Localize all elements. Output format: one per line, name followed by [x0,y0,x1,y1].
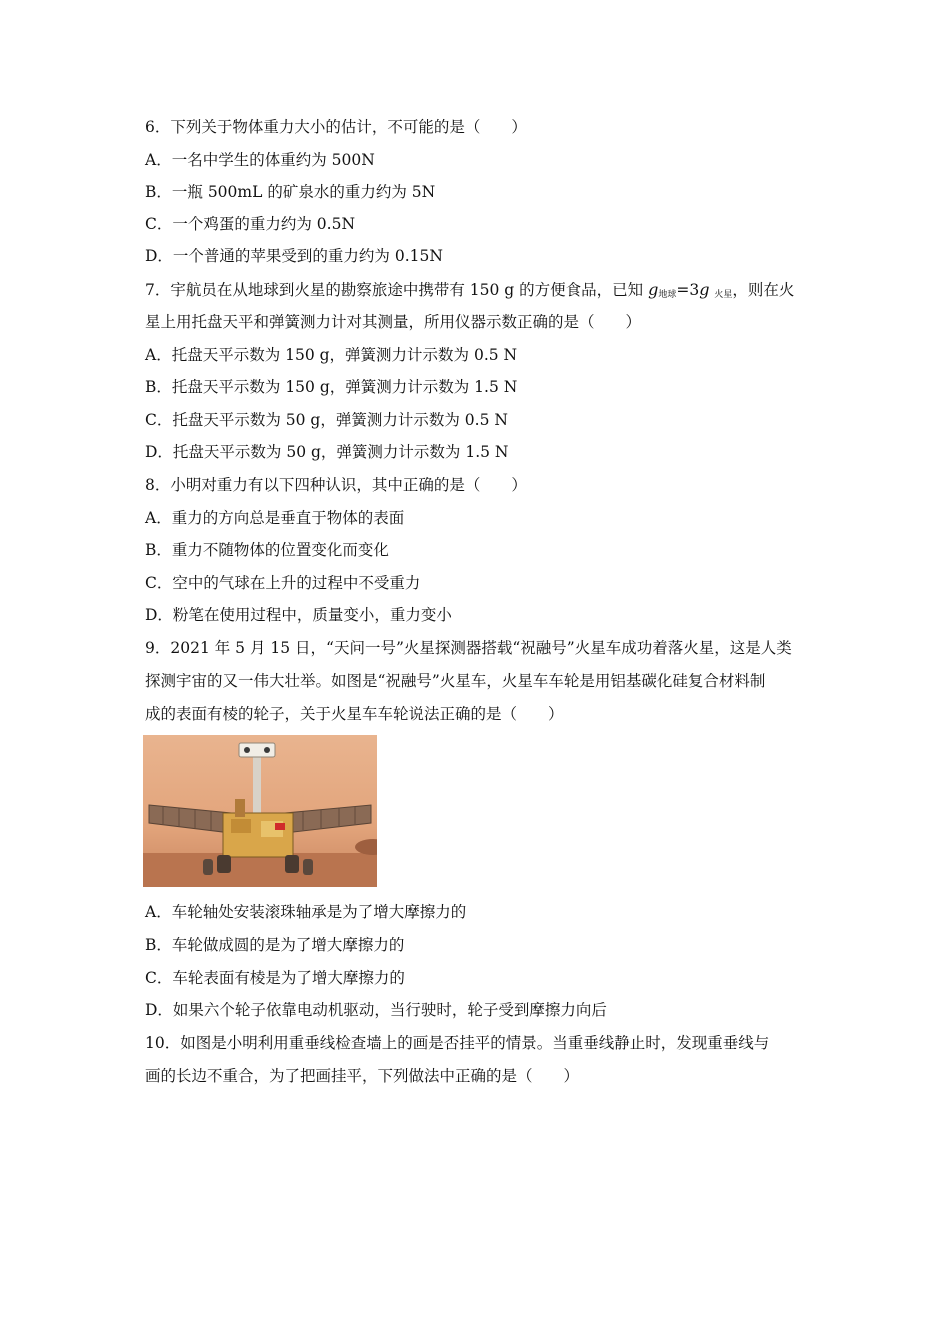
subscript-mars: 火星 [714,290,733,300]
q8-option-d: D．粉笔在使用过程中，质量变小，重力变小 [145,606,452,624]
q9-option-d: D．如果六个轮子依靠电动机驱动，当行驶时，轮子受到摩擦力向后 [145,1001,607,1019]
q8-option-b: B．重力不随物体的位置变化而变化 [145,541,389,559]
q7-equals: =3 [676,281,700,299]
q9-stem-line2: 探测宇宙的又一伟大壮举。如图是“祝融号”火星车，火星车车轮是用铝基碳化硅复合材料制 [145,672,766,690]
q8-option-c: C．空中的气球在上升的过程中不受重力 [145,574,421,592]
q7-stem-line1 [145,280,815,305]
q7-stem-a: 7．宇航员在从地球到火星的勘察旅途中携带有 150 g 的方便食品，已知 [145,281,644,299]
q8-stem: 8．小明对重力有以下四种认识，其中正确的是（ ） [145,476,527,494]
q6-option-c: C．一个鸡蛋的重力约为 0.5N [145,215,356,233]
q7-option-b: B．托盘天平示数为 150 g，弹簧测力计示数为 1.5 N [145,378,518,396]
q8-option-a: A．重力的方向总是垂直于物体的表面 [145,509,405,527]
q7-option-d: D．托盘天平示数为 50 g，弹簧测力计示数为 1.5 N [145,443,509,461]
g-symbol-mars: g [699,280,710,299]
q9-option-a: A．车轮轴处安装滚珠轴承是为了增大摩擦力的 [145,903,467,921]
subscript-earth: 地球 [658,290,677,300]
mars-rover-photo [143,735,377,887]
q6-option-a: A．一名中学生的体重约为 500N [145,151,375,169]
g-symbol-earth: g [648,280,659,299]
q10-stem-line1: 10．如图是小明利用重垂线检查墙上的画是否挂平的情景。当重垂线静止时，发现重垂线与 [145,1034,770,1052]
q7-stem-b: ，则在火 [732,281,795,299]
q7-stem-line2: 星上用托盘天平和弹簧测力计对其测量，所用仪器示数正确的是（ ） [145,313,642,331]
q6-stem: 6．下列关于物体重力大小的估计，不可能的是（ ） [145,118,527,136]
q7-option-c: C．托盘天平示数为 50 g，弹簧测力计示数为 0.5 N [145,411,508,429]
q9-option-b: B．车轮做成圆的是为了增大摩擦力的 [145,936,405,954]
q6-option-d: D．一个普通的苹果受到的重力约为 0.15N [145,247,443,265]
q9-stem-line3: 成的表面有棱的轮子，关于火星车车轮说法正确的是（ ） [145,705,564,723]
q10-stem-line2: 画的长边不重合，为了把画挂平，下列做法中正确的是（ ） [145,1067,580,1085]
q9-option-c: C．车轮表面有棱是为了增大摩擦力的 [145,969,405,987]
q6-option-b: B．一瓶 500mL 的矿泉水的重力约为 5N [145,183,436,201]
q7-option-a: A．托盘天平示数为 150 g，弹簧测力计示数为 0.5 N [145,346,518,364]
q9-stem-line1: 9．2021 年 5 月 15 日，“天问一号”火星探测器搭载“祝融号”火星车成功着落火星，这是人类 [145,639,792,657]
